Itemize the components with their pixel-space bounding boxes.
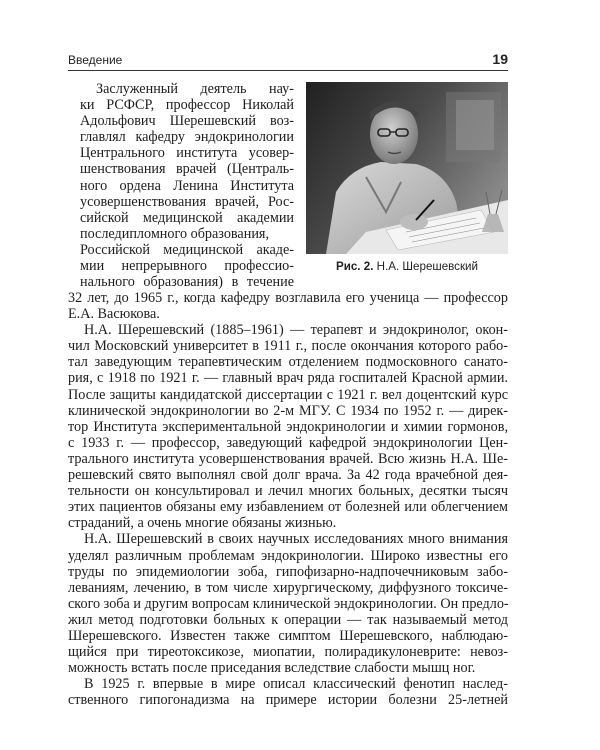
text-line: мии непрерывного профессио- — [80, 258, 294, 275]
text-line: рия, с 1918 по 1921 г. — главный врач ряда госпиталей Красной армии. — [68, 370, 508, 387]
header-rule — [68, 70, 508, 71]
wrapped-paragraph — [80, 81, 294, 290]
text-line: сийской медицинской академии — [80, 209, 294, 226]
text-line: решевский свято выполнял свой долг врача. За 42 года врачебной дея- — [68, 467, 508, 484]
text-line: усовершенствования врачей, Рос- — [80, 193, 294, 210]
text-line: Адольфович Шерешевский воз- — [80, 113, 294, 130]
text-line: тор Института экспериментальной эндокринологии и химии гормонов, — [68, 418, 508, 435]
text-line: В 1925 г. впервые в мире описал классический фенотип наслед- — [84, 676, 508, 693]
text-line: ского зоба и другим вопросам клинической эндокринологии. Он предло- — [68, 595, 509, 612]
text-line: ственного гипогонадизма на примере истории болезни 25-летней — [68, 692, 508, 709]
text-line: трального института усовершенствования врачей. Всю жизнь Н.А. Ше- — [68, 450, 508, 467]
text-line: Е.А. Васюкова. — [68, 306, 160, 323]
section-title: Введение — [68, 53, 123, 67]
text-line: Центрального института усовер- — [80, 145, 294, 162]
text-line: последипломного образования, — [80, 225, 269, 242]
text-line: с 1933 г. — профессор, заведующий кафедрой эндокринологии Цен- — [68, 434, 508, 451]
text-line: тал заведующим терапевтическим отделением подмосковного санато- — [68, 354, 508, 371]
text-line: чил Московский университет в 1911 г., после окончания которого рабо- — [68, 338, 508, 355]
text-line: уделял различным проблемам эндокринологии. Широко известны его — [68, 547, 508, 564]
text-line: главлял кафедру эндокринологии — [80, 129, 294, 146]
text-line: тельности он консультировал и лечил многих больных, десятки тысяч — [68, 483, 508, 500]
text-line: страданий, а очень многие обязаны жизнью. — [68, 515, 337, 532]
text-line: После защиты кандидатской диссертации с 1921 г. вел доцентский курс — [68, 386, 508, 403]
text-line: Заслуженный деятель нау- — [96, 81, 294, 97]
text-line: ного ордена Ленина Института — [80, 177, 294, 194]
text-line: леваниям, лечению, в том числе хирургическому, диффузного токсиче- — [68, 579, 508, 596]
running-header — [68, 51, 508, 69]
text-line: 32 лет, до 1965 г., когда кафедру возглавила его ученица — профессор — [68, 290, 508, 306]
text-line: можность встать после приседания вследствие слабости мышц ног. — [68, 660, 476, 677]
text-line: труды по эпидемиологии зоба, гипофизарно-надпочечниковым забо- — [68, 563, 508, 580]
portrait-photo — [306, 82, 508, 254]
text-line: ки РСФСР, профессор Николай — [80, 97, 294, 114]
text-line: Российской медицинской акаде- — [80, 241, 294, 258]
figure-label: Рис. 2. — [336, 260, 374, 273]
text-line: Н.А. Шерешевский в своих научных исследованиях много внимания — [84, 531, 508, 548]
text-line: Н.А. Шерешевский (1885–1961) — терапевт и эндокринолог, окон- — [84, 322, 508, 339]
portrait-photo-illustration — [306, 82, 508, 254]
text-line: клинической эндокринологии во 2-м МГУ. С 1934 по 1952 г. — дирек- — [68, 402, 508, 419]
text-line: Шерешевского. Известен также симптом Шерешевского, наблюдаю- — [68, 627, 508, 644]
figure-caption — [306, 260, 508, 273]
main-text — [68, 290, 508, 708]
text-line: жил метод подготовки больных к операции — так называемый метод — [68, 611, 508, 628]
text-line: этих пациентов обязаны ему избавлением от болезней или облегчением — [68, 499, 508, 516]
text-line: нального образования) в течение — [80, 274, 294, 291]
figure-caption-text: Н.А. Шерешевский — [376, 260, 478, 273]
text-line: шенствования врачей (Централь- — [80, 161, 294, 178]
page-number: 19 — [492, 51, 508, 67]
text-line: щийся при тиреотоксикозе, миопатии, полирадикулоневрите: невоз- — [68, 644, 508, 661]
